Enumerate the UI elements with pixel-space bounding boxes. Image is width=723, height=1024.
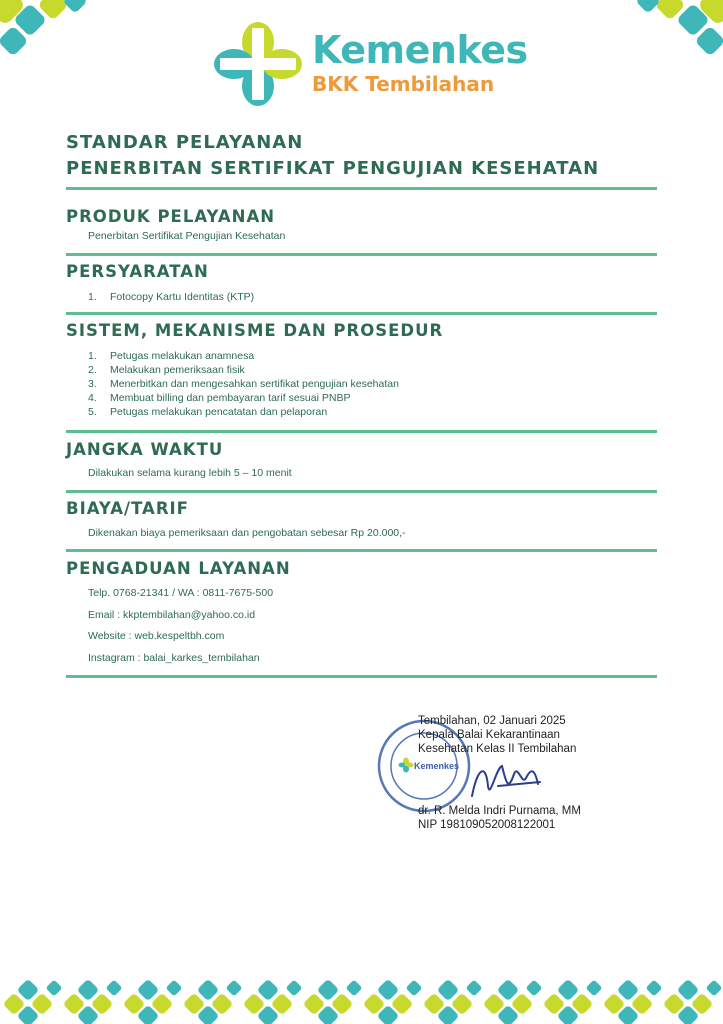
divider [66,187,657,190]
kemenkes-emblem-icon [212,18,304,110]
section-heading-biaya: BIAYA/TARIF [66,499,189,518]
list-item: 2. Melakukan pemeriksaan fisik [88,364,245,376]
section-heading-produk: PRODUK PELAYANAN [66,207,276,226]
contact-website: Website : web.kespeltbh.com [88,630,225,642]
contact-email: Email : kkptembilahan@yahoo.co.id [88,608,256,621]
signature-position-2: Kesehatan Kelas II Tembilahan [418,743,577,755]
signatory-name: dr. R. Melda Indri Purnama, MM [418,805,581,817]
section-heading-persyaratan: PERSYARATAN [66,262,209,281]
title-line-1: STANDAR PELAYANAN [66,132,304,153]
persyaratan-list [88,290,254,304]
list-item: 5. Petugas melakukan pencatatan dan pelaporan [88,406,328,418]
divider [66,430,657,433]
biaya-text: Dikenakan biaya pemeriksaan dan pengobatan sebesar Rp 20.000,- [88,527,406,539]
contact-phone: Telp. 0768-21341 / WA : 0811-7675-500 [88,587,274,599]
title-line-2: PENERBITAN SERTIFIKAT PENGUJIAN KESEHATAN [66,158,600,179]
list-item: 4. Membuat billing dan pembayaran tarif sesuai PNBP [88,392,351,404]
divider [66,312,657,315]
list-item: 1. Petugas melakukan anamnesa [88,350,255,362]
signature-place-date: Tembilahan, 02 Januari 2025 [418,715,566,727]
divider [66,253,657,256]
contact-instagram: Instagram : balai_karkes_tembilahan [88,651,260,664]
corner-ornament-left [0,0,95,70]
section-heading-waktu: JANGKA WAKTU [66,440,224,459]
signatory-nip: NIP 198109052008122001 [418,819,556,831]
divider [66,675,657,678]
unit-name: BKK Tembilahan [312,72,495,96]
produk-text: Penerbitan Sertifikat Pengujian Kesehatan [88,230,286,242]
section-heading-prosedur: SISTEM, MEKANISME DAN PROSEDUR [66,321,444,340]
list-item: 1. Fotocopy Kartu Identitas (KTP) [88,291,255,303]
list-item: 3. Menerbitkan dan mengesahkan sertifikat pengujian kesehatan [88,378,399,390]
divider [66,549,657,552]
handwritten-signature [468,756,548,806]
signature-position-1: Kepala Balai Kekarantinaan [418,729,560,741]
corner-ornament-right [628,0,723,70]
page-title [66,130,599,182]
waktu-text: Dilakukan selama kurang lebih 5 – 10 menit [88,467,292,479]
divider [66,490,657,493]
stamp-brand: Kemenkes [414,761,460,771]
brand-name: Kemenkes [312,28,528,72]
stamp-emblem-icon [399,758,414,773]
kemenkes-logo [212,18,528,110]
footer-ornament [0,976,723,1024]
pengaduan-contacts [88,583,273,669]
prosedur-list [88,349,399,419]
section-heading-pengaduan: PENGADUAN LAYANAN [66,559,291,578]
